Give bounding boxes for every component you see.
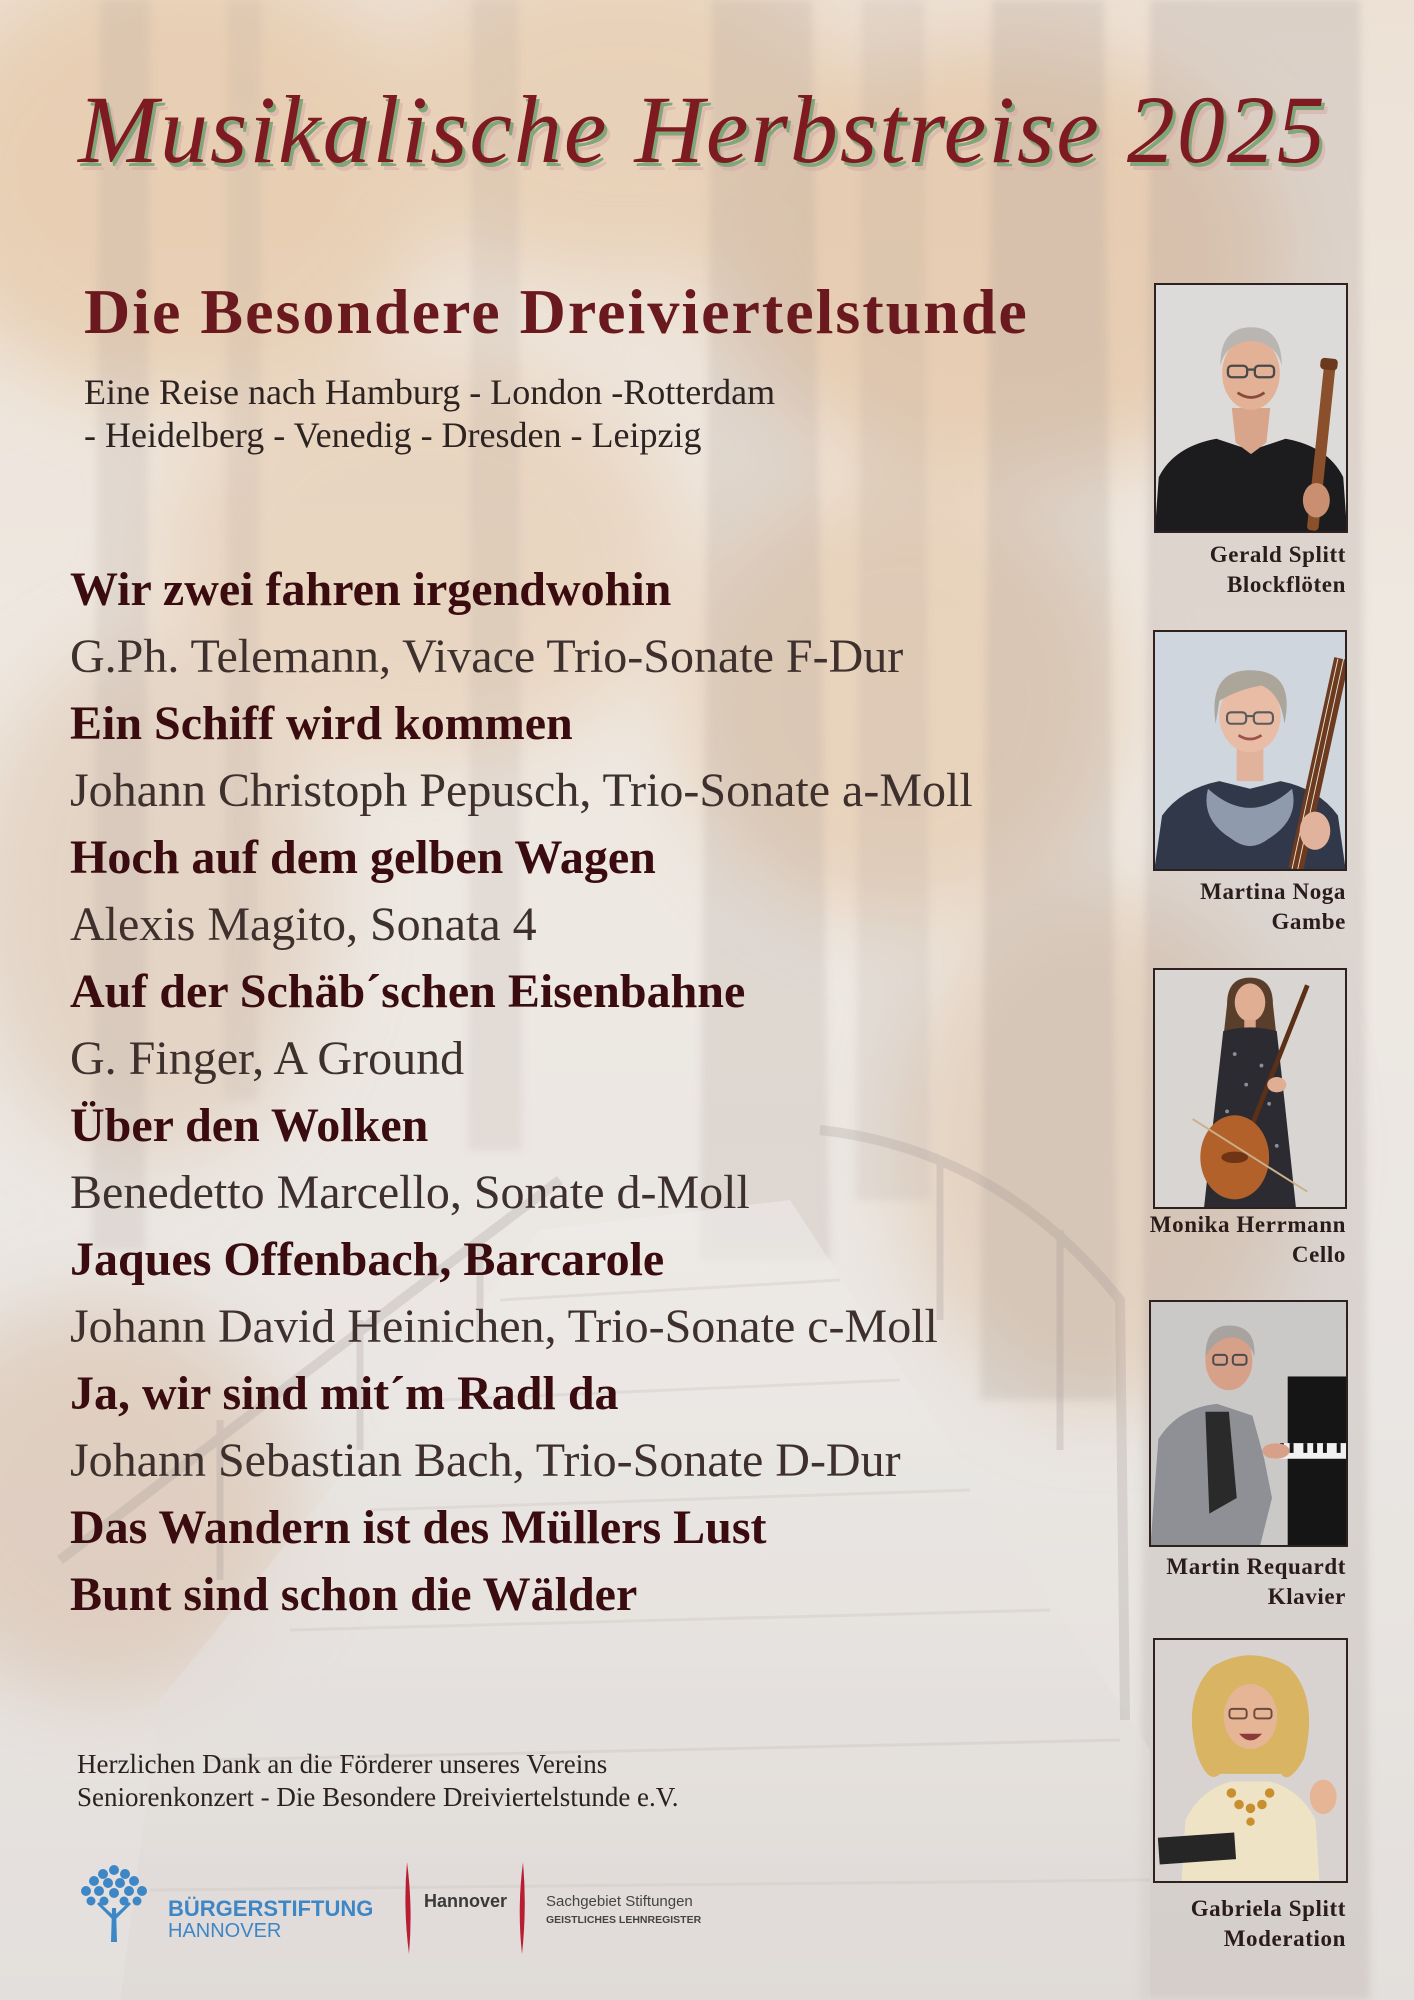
performer-name: Gabriela Splitt (1190, 1896, 1346, 1921)
performer-portrait (1156, 285, 1346, 531)
piece-title: Benedetto Marcello, Sonate d-Moll (70, 1166, 750, 1219)
performer-role: Moderation (1223, 1926, 1346, 1951)
photo-gerald-splitt (1154, 283, 1348, 533)
performer-role: Gambe (1271, 909, 1346, 934)
performer-role: Klavier (1267, 1584, 1346, 1609)
piece-title: Alexis Magito, Sonata 4 (70, 898, 537, 951)
sponsor-thanks (77, 1748, 679, 1814)
performer-caption (1200, 877, 1346, 937)
song-title: Auf der Schäb´schen Eisenbahne (70, 965, 746, 1018)
piece-title: Johann Sebastian Bach, Trio-Sonate D-Dur (70, 1434, 901, 1487)
hannover-logo-label: Hannover (424, 1891, 508, 1911)
performer-caption (1166, 1552, 1346, 1612)
performer-caption (1150, 1210, 1346, 1270)
performer-name: Gerald Splitt (1209, 542, 1346, 567)
performer-name: Martina Noga (1200, 879, 1346, 904)
photo-martina-noga (1153, 630, 1347, 871)
song-title: Hoch auf dem gelben Wagen (70, 831, 656, 884)
performer-caption (1210, 540, 1346, 600)
song-title: Wir zwei fahren irgendwohin (70, 563, 672, 616)
piece-title: Johann David Heinichen, Trio-Sonate c-Moll (70, 1300, 938, 1353)
performer-portrait (1151, 1302, 1346, 1545)
performer-name: Martin Requardt (1166, 1554, 1346, 1579)
performer-portrait (1155, 632, 1345, 869)
route-line: Eine Reise nach Hamburg - London -Rotterdam (84, 372, 776, 412)
poster-subtitle: Die Besondere Dreiviertelstunde (84, 276, 1029, 347)
performer-role: Blockflöten (1226, 572, 1346, 597)
song-title: Ein Schiff wird kommen (70, 697, 573, 750)
lehnregister-line1: Sachgebiet Stiftungen (546, 1893, 693, 1910)
thanks-line: Herzlichen Dank an die Förderer unseres Vereins (77, 1749, 608, 1779)
performer-role: Cello (1291, 1242, 1346, 1267)
hannover-bar-left (403, 1862, 413, 1954)
performer-name: Monika Herrmann (1149, 1212, 1346, 1237)
photo-monika-herrmann (1153, 968, 1347, 1209)
performer-portrait (1155, 1640, 1346, 1881)
thanks-line: Seniorenkonzert - Die Besondere Dreiviertelstunde e.V. (77, 1782, 679, 1812)
piece-title: G.Ph. Telemann, Vivace Trio-Sonate F-Dur (70, 630, 904, 683)
piece-title: G. Finger, A Ground (70, 1032, 465, 1085)
lehnregister-line2: GEISTLICHES LEHNREGISTER (546, 1914, 702, 1926)
song-title: Jaques Offenbach, Barcarole (70, 1233, 665, 1286)
route-line: - Heidelberg - Venedig - Dresden - Leipzig (84, 415, 702, 455)
program-list (70, 556, 973, 1628)
song-title: Ja, wir sind mit´m Radl da (70, 1367, 619, 1420)
performer-portrait (1155, 970, 1345, 1207)
song-title: Das Wandern ist des Müllers Lust (70, 1501, 767, 1554)
tree-icon (77, 1862, 151, 1942)
hannover-bar-right (517, 1862, 527, 1954)
photo-gabriela-splitt (1153, 1638, 1348, 1883)
piece-title: Johann Christoph Pepusch, Trio-Sonate a-Moll (70, 764, 973, 817)
song-title: Bunt sind schon die Wälder (70, 1568, 638, 1621)
poster-title: Musikalische Herbstreise 2025 (78, 76, 1327, 183)
song-title: Über den Wolken (70, 1099, 429, 1152)
route-description (84, 371, 775, 457)
photo-martin-requardt (1149, 1300, 1348, 1547)
performer-caption (1191, 1894, 1346, 1954)
buergerstiftung-name: BÜRGERSTIFTUNG (168, 1896, 374, 1921)
buergerstiftung-city: HANNOVER (168, 1920, 282, 1942)
